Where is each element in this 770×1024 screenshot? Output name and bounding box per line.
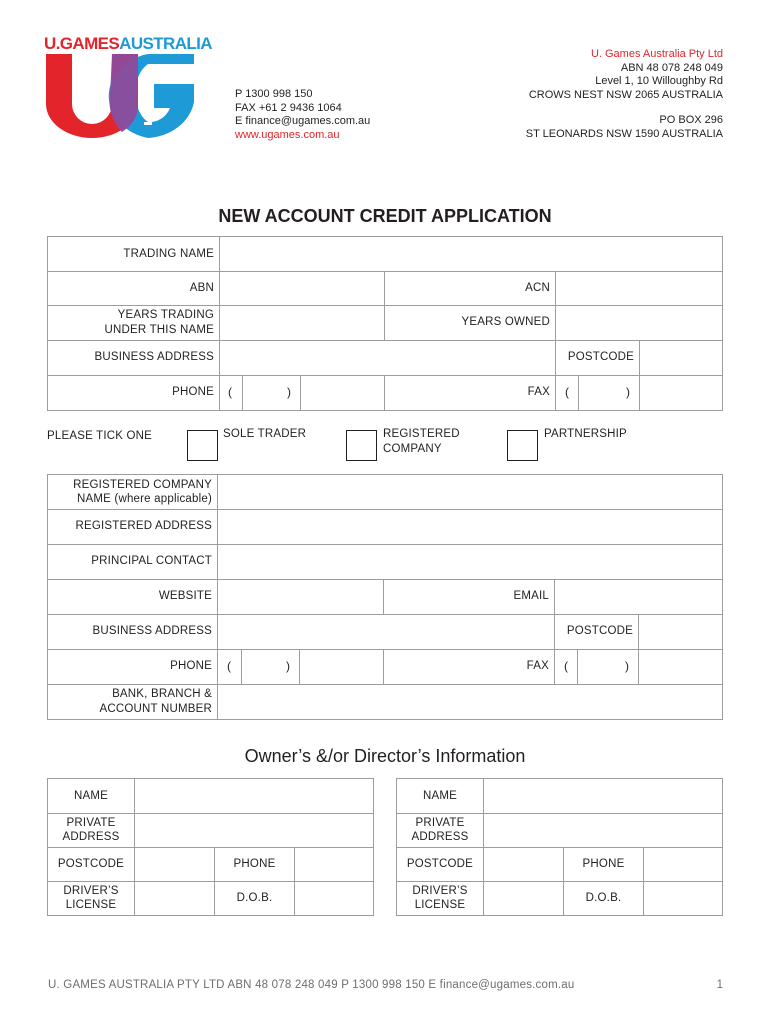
abn-field[interactable] — [220, 272, 384, 305]
sole-trader-checkbox[interactable] — [187, 430, 218, 461]
owner-2-phone-field[interactable] — [644, 848, 722, 881]
trading-name-field[interactable] — [220, 237, 722, 271]
form-title: NEW ACCOUNT CREDIT APPLICATION — [218, 206, 552, 226]
fax-2-area-code-field[interactable] — [578, 650, 638, 684]
fax-area-close-paren: ) — [626, 385, 630, 399]
email-field[interactable] — [555, 580, 722, 614]
fax-label: FAX — [527, 386, 550, 399]
phone-2-area-code-field[interactable] — [242, 650, 299, 684]
phone-area-close-paren: ) — [287, 385, 291, 399]
contact-fax: FAX +61 2 9436 1064 — [235, 101, 342, 114]
registered-company-name-field[interactable] — [218, 475, 722, 509]
business-address-field-2[interactable] — [218, 615, 554, 649]
fax-2-open-paren: ( — [564, 659, 568, 673]
bank-account-label: BANK, BRANCH & ACCOUNT NUMBER — [99, 688, 212, 715]
company-logo — [44, 34, 212, 140]
owner-2-name-label: NAME — [422, 789, 458, 802]
owner-1-private-address-field[interactable] — [135, 814, 373, 847]
phone-area-open-paren: ( — [228, 385, 232, 399]
bank-account-field[interactable] — [218, 685, 722, 719]
acn-field[interactable] — [556, 272, 722, 305]
years-owned-label: YEARS OWNED — [461, 316, 550, 329]
years-trading-label: YEARS TRADING UNDER THIS NAME — [104, 309, 214, 336]
contact-block — [235, 88, 370, 142]
contact-website-link[interactable]: www.ugames.com.au — [235, 128, 340, 141]
partnership-checkbox[interactable] — [507, 430, 538, 461]
phone-2-close-paren: ) — [286, 659, 290, 673]
fax-area-code-field[interactable] — [579, 376, 639, 410]
postcode-field[interactable] — [640, 341, 722, 375]
fax-2-number-field[interactable] — [639, 650, 722, 684]
page-number: 1 — [716, 979, 723, 991]
company-address-line2: CROWS NEST NSW 2065 AUSTRALIA — [528, 88, 723, 101]
owner-2-private-address-field[interactable] — [484, 814, 722, 847]
phone-2-number-field[interactable] — [300, 650, 383, 684]
phone-label-2: PHONE — [170, 660, 212, 673]
owner-1-dob-field[interactable] — [295, 882, 373, 915]
sole-trader-label: SOLE TRADER — [223, 428, 307, 440]
company-name: U. Games Australia Pty Ltd — [590, 48, 723, 60]
owner-2-phone-label: PHONE — [582, 857, 625, 870]
owner-1-license-label: DRIVER’S LICENSE — [63, 884, 119, 911]
owner-1-name-field[interactable] — [135, 779, 373, 813]
page-footer: U. GAMES AUSTRALIA PTY LTD ABN 48 078 248 049 P 1300 998 150 E finance@ugames.com.au — [48, 979, 575, 991]
contact-email: E finance@ugames.com.au — [235, 115, 371, 128]
fax-area-open-paren: ( — [565, 385, 569, 399]
owner-1-postcode-label: POSTCODE — [57, 857, 125, 870]
trading-name-label: TRADING NAME — [123, 247, 214, 260]
owner-2-table — [396, 778, 723, 916]
registered-company-checkbox[interactable] — [346, 430, 377, 461]
owners-section-title: Owner’s &/or Director’s Information — [244, 746, 526, 766]
registered-address-field[interactable] — [218, 510, 722, 544]
business-details-table — [47, 236, 723, 411]
owner-2-postcode-label: POSTCODE — [406, 857, 474, 870]
partnership-label: PARTNERSHIP — [544, 428, 627, 440]
business-address-label-2: BUSINESS ADDRESS — [92, 625, 212, 638]
owner-2-license-field[interactable] — [484, 882, 563, 915]
company-address-block — [526, 48, 723, 142]
postcode-field-2[interactable] — [639, 615, 722, 649]
registered-address-label: REGISTERED ADDRESS — [75, 520, 212, 533]
owner-2-private-address-label: PRIVATE ADDRESS — [411, 816, 469, 843]
owner-1-private-address-label: PRIVATE ADDRESS — [62, 816, 120, 843]
owner-2-name-field[interactable] — [484, 779, 722, 813]
company-details-table — [47, 474, 723, 720]
phone-number-field[interactable] — [301, 376, 384, 410]
years-trading-field[interactable] — [220, 306, 384, 340]
fax-label-2: FAX — [526, 660, 549, 673]
postcode-label-2: POSTCODE — [566, 625, 633, 638]
company-abn: ABN 48 078 248 049 — [620, 61, 723, 74]
contact-phone: P 1300 998 150 — [235, 88, 313, 100]
company-pobox-line2: ST LEONARDS NSW 1590 AUSTRALIA — [525, 127, 723, 140]
registered-company-label: REGISTERED COMPANY — [383, 428, 460, 455]
abn-label: ABN — [189, 281, 214, 294]
owner-1-license-field[interactable] — [135, 882, 214, 915]
principal-contact-label: PRINCIPAL CONTACT — [91, 555, 212, 568]
postcode-label: POSTCODE — [567, 351, 634, 364]
logo-wordmark: U.GAMESAUSTRALIA — [44, 34, 212, 53]
phone-label: PHONE — [172, 386, 214, 399]
phone-2-open-paren: ( — [227, 659, 231, 673]
owner-2-license-label: DRIVER’S LICENSE — [412, 884, 468, 911]
owner-2-postcode-field[interactable] — [484, 848, 563, 881]
years-owned-field[interactable] — [556, 306, 722, 340]
business-address-field[interactable] — [220, 341, 555, 375]
owner-1-dob-label: D.O.B. — [236, 891, 273, 904]
email-label: EMAIL — [513, 590, 549, 603]
company-pobox: PO BOX 296 — [659, 114, 723, 127]
owner-1-phone-field[interactable] — [295, 848, 373, 881]
business-address-label: BUSINESS ADDRESS — [94, 351, 214, 364]
fax-number-field[interactable] — [640, 376, 722, 410]
owner-1-postcode-field[interactable] — [135, 848, 214, 881]
owner-2-dob-label: D.O.B. — [585, 891, 622, 904]
owner-1-phone-label: PHONE — [233, 857, 276, 870]
phone-area-code-field[interactable] — [243, 376, 300, 410]
tick-one-prompt: PLEASE TICK ONE — [47, 430, 153, 442]
owner-1-name-label: NAME — [73, 789, 109, 802]
acn-label: ACN — [525, 281, 550, 294]
website-label: WEBSITE — [158, 590, 212, 603]
owner-1-table — [47, 778, 374, 916]
principal-contact-field[interactable] — [218, 545, 722, 579]
website-field[interactable] — [218, 580, 383, 614]
fax-2-close-paren: ) — [625, 659, 629, 673]
ug-monogram-icon — [44, 52, 196, 140]
registered-company-name-label: REGISTERED COMPANY NAME (where applicable) — [73, 478, 212, 505]
company-address-line1: Level 1, 10 Willoughby Rd — [595, 75, 723, 88]
owner-2-dob-field[interactable] — [644, 882, 722, 915]
